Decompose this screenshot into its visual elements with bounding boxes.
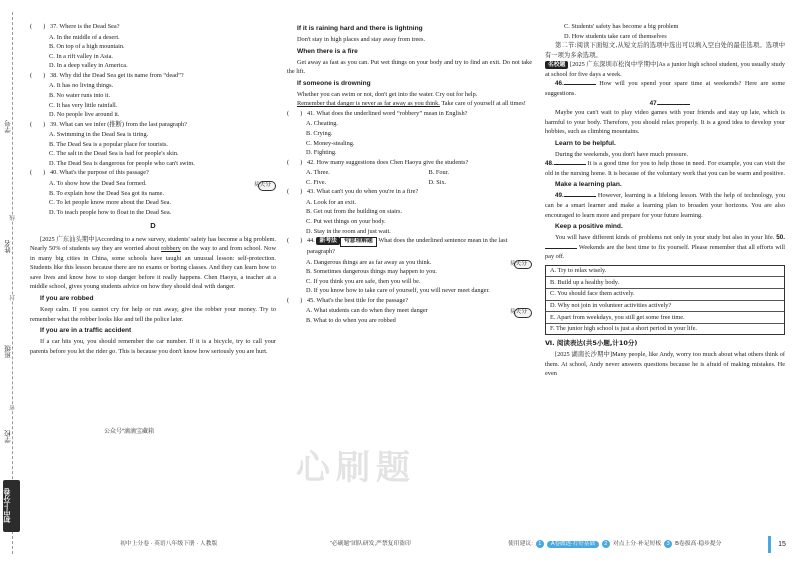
easy-mistake-tag: 易失分: [258, 181, 276, 191]
option: B. To explain how the Dead Sea got its name.: [49, 189, 165, 197]
option: A. To show how the Dead Sea formed. 易失分: [30, 179, 276, 189]
answer-bracket[interactable]: [287, 158, 302, 168]
answer-blank-49[interactable]: [564, 191, 596, 197]
passage-paragraph: Get away as fast as you can. Put wet things on your body and try to find an exit. Do not take the lift.: [287, 58, 532, 76]
question-39: ( ) 39. What can we infer (推断) from the last paragraph?: [30, 120, 276, 130]
option: D. Stay in the room and just wait.: [306, 227, 391, 235]
secret-line-mark: 密: [10, 405, 16, 411]
option: A. Look for an exit.: [306, 198, 357, 206]
passage-subheading: If you are robbed: [40, 295, 94, 303]
option: C. Five.: [306, 178, 327, 186]
option-row: [287, 168, 532, 178]
answer-blank-48[interactable]: [554, 159, 586, 165]
question-41: ( ) 41. What does the underlined word “robbery” mean in English?: [287, 109, 532, 119]
footer-copyright: “必刷题”团队研发,严禁复印盗印: [330, 541, 411, 547]
binding-strip: [0, 0, 22, 566]
column-middle: [287, 22, 532, 325]
option: D. How students take care of themselves: [564, 32, 667, 40]
step-3-label: B卷拔高·稳步提分: [675, 541, 722, 547]
passage-paragraph: 46. How will you spend your spare time at weekends? Here are some suggestions.: [545, 80, 786, 97]
choice-item: C. You should face them actively.: [546, 289, 784, 301]
choice-item: F. The junior high school is just a short period in your life.: [550, 325, 697, 333]
option: B. Sometimes dangerous things may happen to you.: [306, 268, 437, 276]
passage-paragraph: During the weekends, you don't have much pressure.: [555, 150, 689, 158]
choices-box: [545, 265, 785, 335]
background-watermark: 心刷题: [296, 449, 416, 487]
option: B. No water runs into it.: [49, 91, 111, 99]
option: A. What students can do when they meet danger 易失分: [287, 306, 532, 316]
easy-mistake-tag: 易失分: [514, 308, 532, 318]
option: D. Six.: [428, 178, 447, 186]
question-42: ( ) 42. How many suggestions does Chen Haoyu give the students?: [287, 158, 532, 168]
section-heading: Ⅵ. 阅读表达(共5小题,计10分): [545, 339, 638, 348]
passage-subheading: Make a learning plan.: [555, 181, 622, 189]
passage-subheading: Learn to be helpful.: [555, 139, 616, 147]
option: C. If you think you are safe, then you will be.: [306, 277, 421, 285]
question-40: ( ) 40. What's the purpose of this passage?: [30, 168, 276, 178]
passage-paragraph: 49. However, learning is a lifelong lesson. With the help of technology, you can be a smart learner and make a learning plan to broaden your horizons. You are also encouraged to learn more and prepare for your future learning.: [545, 192, 786, 219]
underlined-sentence: Remember that danger is never as far away as you think.: [297, 100, 440, 108]
option: A. Cheating.: [306, 120, 339, 128]
option: B. On top of a high mountain.: [49, 43, 125, 51]
option: D. In a deep valley in America.: [49, 62, 128, 70]
answer-bracket[interactable]: [287, 187, 302, 197]
question-45: ( ) 45. What's the best title for the passage?: [287, 296, 532, 306]
option: C. The salt in the Dead Sea is bad for people's skin.: [49, 150, 179, 158]
option: A. It has no living things.: [49, 82, 114, 90]
passage-paragraph: Don't stay in high places and stay away from trees.: [297, 36, 426, 44]
section-instructions: 第二节:阅读下面短文,从短文后的选项中选出可以填入空白处的最佳选项。选项中有一项为多余选项。: [545, 42, 785, 59]
option: C. In a rift valley in Asia.: [49, 52, 114, 60]
answer-bracket[interactable]: [30, 22, 45, 32]
answer-bracket[interactable]: [287, 236, 302, 246]
column-left: [30, 22, 276, 356]
passage-paragraph: [2025 广东汕头期中]According to a new survey, students' safety has become a big problem. Nearly 50% of students say they are worried about robbery on the way to and from school. Now in many big cities in China, some schools have taught an unusual lesson: self-protection. Students like this lesson because there are no exams or boring classes. And they can learn how to save lives and know how to stop danger before it really happens. Chen Haoyu, a teacher at a middle school, gives young students advice on how they should deal with danger.: [30, 235, 276, 291]
passage-paragraph: 名校题 [2025 广东深圳市松岗中学期中]As a junior high school student, you usually study at school for five days a week.: [545, 61, 785, 78]
footer-book-title: 初中上分卷 · 英语八年级下册 · 人教版: [120, 541, 218, 547]
passage-paragraph: 47.: [545, 99, 785, 109]
question-43: ( ) 43. What can't you do when you're in a fire?: [287, 187, 532, 197]
name-label: 姓名: [5, 240, 12, 253]
answer-bracket[interactable]: [30, 120, 45, 130]
option: A. Three.: [306, 169, 330, 177]
famous-school-badge: 名校题: [545, 61, 568, 69]
class-label: 班级: [5, 345, 12, 358]
passage-subheading: If it is raining hard and there is lightning: [297, 25, 423, 32]
page-number: 15: [778, 541, 786, 548]
step-1-pill: A卷做透·打好基础: [547, 541, 599, 549]
answer-bracket[interactable]: [287, 296, 302, 306]
question-37: ( ) 37. Where is the Dead Sea?: [30, 22, 276, 32]
option: A. Dangerous things are as far away as you think. 易失分: [287, 258, 532, 268]
question-type-badge: 句意理解题: [340, 237, 377, 247]
step-1-icon: 1: [536, 540, 544, 548]
choice-item: E. Apart from weekdays, you still get some free time.: [546, 312, 784, 324]
option: D. No people live around it.: [49, 111, 120, 119]
underlined-word: robbery: [161, 245, 181, 253]
option: C. Put wet things on your body.: [306, 218, 386, 226]
answer-bracket[interactable]: [30, 168, 45, 178]
passage-paragraph: Whether you can swim or not, don't get into the water. Cry out for help.: [297, 90, 478, 98]
answer-blank-47[interactable]: [658, 99, 690, 105]
cut-line: [12, 12, 13, 554]
step-2-icon: 2: [602, 540, 610, 548]
answer-blank-46[interactable]: [564, 79, 596, 85]
option: B. Get out from the building on stairs.: [306, 208, 403, 216]
student-no-label: 学号: [5, 120, 12, 133]
footer-usage: 使用建议: 1 A卷做透·打好基础 2 对点上分·补足短板 3 B卷拔高·稳步提分: [508, 540, 722, 548]
option: C. To let people know more about the Dead Sea.: [49, 199, 172, 207]
option: C. Students' safety has become a big problem: [564, 23, 679, 30]
passage-subheading: Keep a positive mind.: [555, 223, 623, 231]
question-38: ( ) 38. Why did the Dead Sea get its name from “dead”?: [30, 71, 276, 81]
passage-paragraph: Maybe you can't wait to play video games with your friends and stay up late, which is harmful to your body. Therefore, you should relax properly. It is a good idea to develop your hobbies, such as climbing mountains.: [545, 109, 785, 136]
cut-line-mark: 线: [10, 215, 16, 221]
answer-bracket[interactable]: [30, 71, 45, 81]
passage-subheading: If someone is drowning: [297, 79, 371, 87]
answer-bracket[interactable]: [287, 109, 302, 119]
passage-paragraph: Keep calm. If you cannot cry for help or run away, give the robber your money. Try to remember what the robber looks like and tell the police later.: [30, 306, 276, 323]
passage-paragraph: [2025 湖南长沙期中]Many people, like Andy, worry too much about what others think of them. At school, Andy never answers questions because he is afraid of making mistakes. He even: [545, 351, 785, 378]
section-heading: D: [150, 221, 156, 231]
choice-item: A. Try to relax wisely.: [546, 266, 784, 278]
passage-paragraph: Remember that danger is never as far away as you think. Take care of yourself at all times!: [297, 100, 526, 108]
option: A. In the middle of a desert.: [49, 33, 120, 41]
passage-subheading: When there is a fire: [297, 47, 358, 55]
option: D. If you know how to take care of yourself, you will never meet danger.: [306, 287, 490, 295]
option: C. It has very little rainfall.: [49, 101, 118, 109]
passage-paragraph: If a car hits you, you should remember the car number. If it is a bicycle, try to call your parents before you let the rider go. This is because you don't know how seriously you are hurt.: [30, 338, 276, 355]
passage-paragraph: 48. It is a good time for you to help those in need. For example, you can visit the old in the nursing home. It is because of the voluntary work that you can be warm and positive.: [545, 160, 785, 177]
school-label: 学校: [5, 430, 12, 443]
column-right: [545, 22, 785, 379]
option: C. Money-stealing.: [306, 139, 355, 147]
easy-mistake-tag: 易失分: [514, 260, 532, 270]
step-3-icon: 3: [664, 540, 672, 548]
passage-subheading: If you are in a traffic accident: [40, 327, 132, 335]
new-method-badge: 新考法: [316, 237, 339, 245]
option-row: [287, 178, 532, 188]
question-44: ( ) 44. 新考法 句意理解题 What does the underlined sentence mean in the last paragraph?: [287, 236, 532, 256]
option: D. The Dead Sea is dangerous for people who can't swim.: [49, 159, 195, 167]
answer-blank-50[interactable]: [545, 243, 577, 249]
option: D. Fighting.: [306, 149, 337, 157]
option: B. The Dead Sea is a popular place for tourists.: [49, 140, 168, 148]
page-accent-bar: [768, 536, 771, 553]
option: B. Four.: [428, 169, 449, 177]
seal-line-mark: 封: [10, 295, 16, 301]
option: B. Crying.: [306, 129, 333, 137]
choice-item: D. Why not join in volunteer activities actively?: [546, 301, 784, 313]
choice-item: B. Build up a healthy body.: [546, 277, 784, 289]
watermark-text: 公众号“滴滴宝藏箱: [104, 429, 154, 435]
option: B. What to do when you are robbed: [306, 316, 396, 324]
option: A. Swimming in the Dead Sea is tiring.: [49, 131, 149, 139]
step-2-label: 对点上分·补足短板: [612, 541, 662, 547]
option: D. To teach people how to float in the Dead Sea.: [49, 208, 172, 216]
brand-logo: 初中上分卷: [3, 480, 20, 532]
passage-paragraph: You will have different kinds of problems not only in your study but also in your life. 50. Weekends are the best time to fix yourself. Please remember that all efforts will pay off.: [545, 234, 785, 261]
